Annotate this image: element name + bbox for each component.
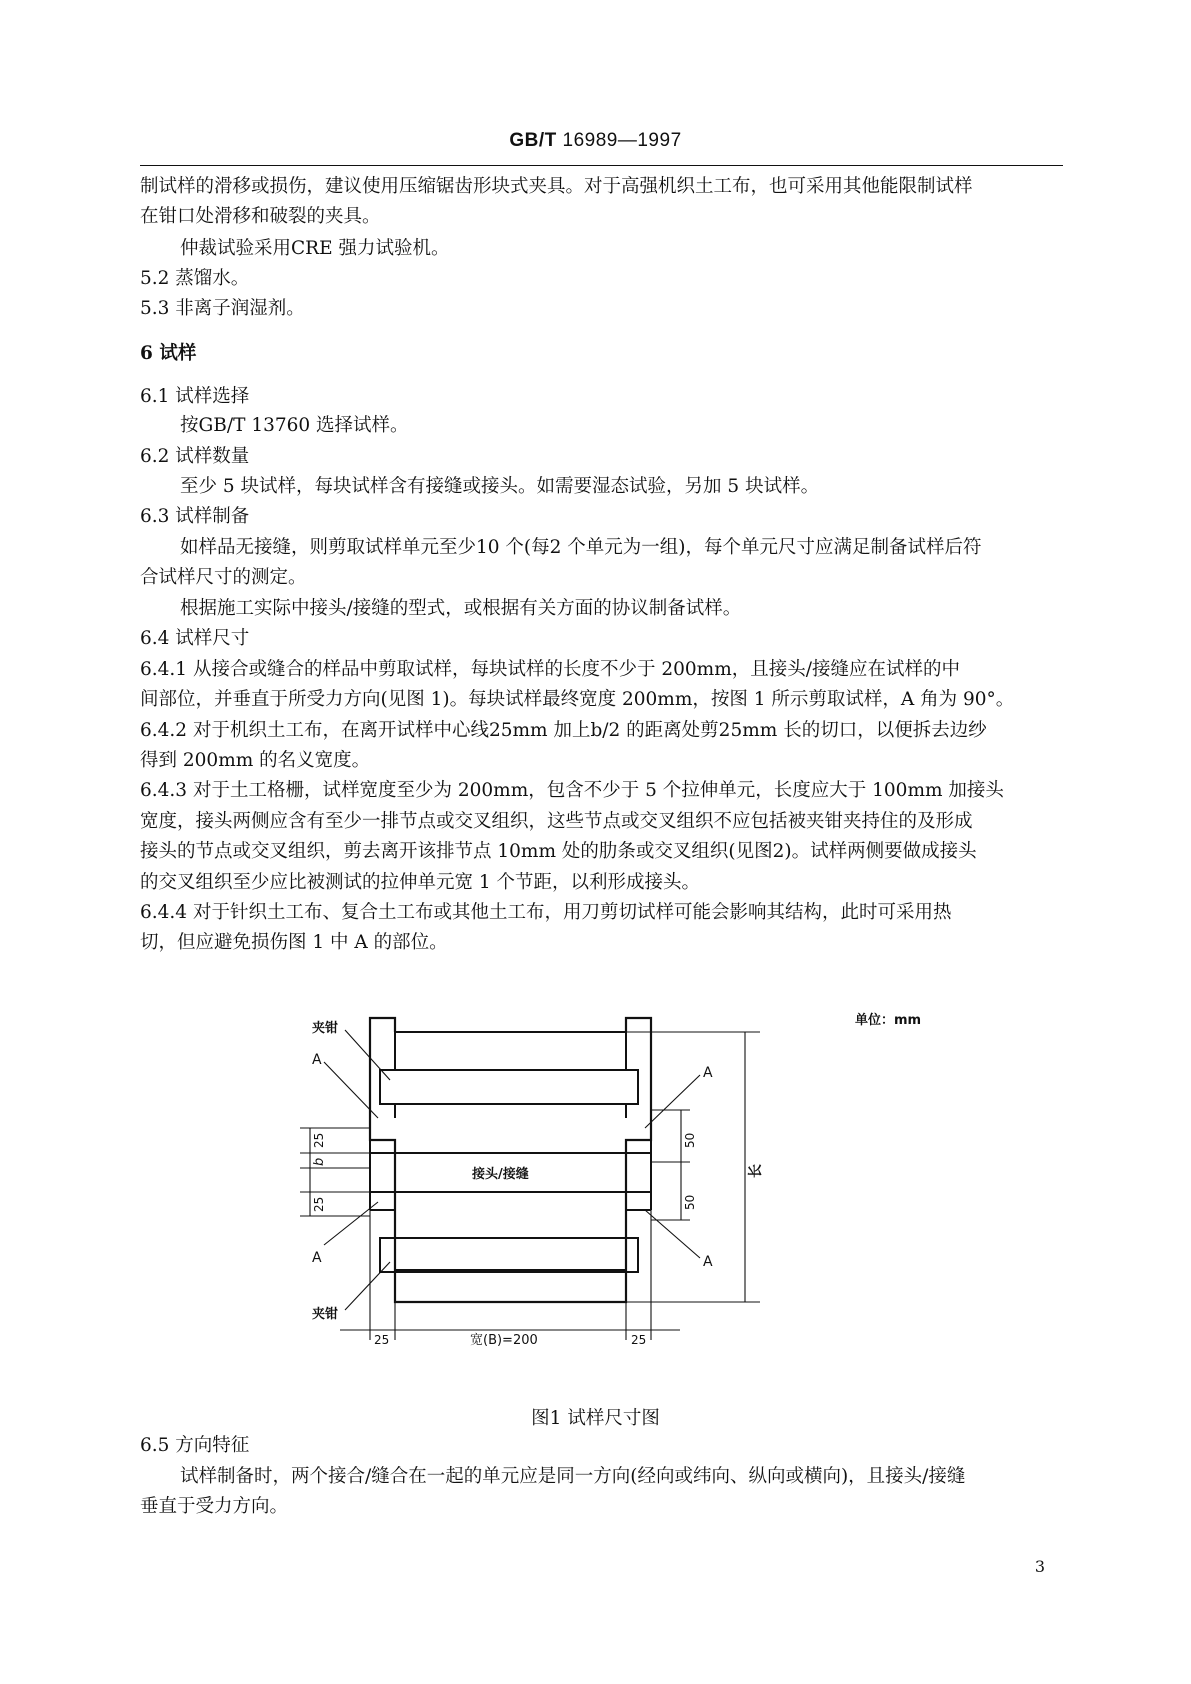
text-line: 仲裁试验采用CRE 强力试验机。: [180, 238, 450, 259]
text-line: 按GB/T 13760 选择试样。: [180, 415, 409, 436]
clause-6-4-4: 6.4.4 对于针织土工布、复合土工布或其他土工布，用刀剪切试样可能会影响其结构，此时可采用热: [140, 902, 952, 923]
length-label: 长: [748, 1164, 764, 1178]
text-line: 垂直于受力方向。: [140, 1496, 289, 1517]
text-line: 宽度，接头两侧应含有至少一排节点或交叉组织，这些节点或交叉组织不应包括被夹钳夹持住的及形成: [140, 811, 973, 832]
text-line: 合试样尺寸的测定。: [140, 567, 307, 588]
clause-6-4-1: 6.4.1 从接合或缝合的样品中剪取试样，每块试样的长度不少于 200mm，且接头/接缝应在试样的中: [140, 659, 960, 680]
width-label: 宽(B)=200: [470, 1333, 538, 1348]
clamp-label-top: 夹钳: [312, 1021, 339, 1036]
angle-a-label: A: [312, 1250, 322, 1266]
page-number: 3: [1034, 1557, 1045, 1576]
text-line: 如样品无接缝，则剪取试样单元至少10 个(每2 个单元为一组)，每个单元尺寸应满足制备试样后符: [180, 537, 982, 558]
text-line: 试样制备时，两个接合/缝合在一起的单元应是同一方向(经向或纬向、纵向或横向)，且接头/接缝: [180, 1466, 966, 1487]
section-6-title: 6 试样: [140, 343, 197, 364]
text-line: 制试样的滑移或损伤，建议使用压缩锯齿形块式夹具。对于高强机织土工布，也可采用其他能限制试样: [140, 176, 973, 197]
dim-25-left: 25: [374, 1333, 390, 1347]
angle-a-label: A: [703, 1065, 713, 1081]
angle-a-label: A: [703, 1254, 713, 1270]
text-line: 根据施工实际中接头/接缝的型式，或根据有关方面的协议制备试样。: [180, 598, 742, 619]
clause-6-4: 6.4 试样尺寸: [140, 628, 250, 649]
dim-50-upper: 50: [683, 1132, 697, 1148]
angle-a-label: A: [312, 1052, 322, 1068]
text-line: 至少 5 块试样，每块试样含有接缝或接头。如需要湿态试验，另加 5 块试样。: [180, 476, 820, 497]
unit-label: 单位：mm: [855, 1013, 922, 1028]
dim-25-upper: 25: [312, 1132, 326, 1148]
clause-6-2: 6.2 试样数量: [140, 446, 250, 467]
clause-5-3: 5.3 非离子润湿剂。: [140, 298, 305, 319]
text-line: 在钳口处滑移和破裂的夹具。: [140, 206, 381, 227]
clamp-label-bottom: 夹钳: [312, 1307, 339, 1322]
dim-25-lower: 25: [312, 1196, 326, 1212]
dim-50-lower: 50: [683, 1194, 697, 1210]
clause-6-1: 6.1 试样选择: [140, 386, 250, 407]
clause-6-4-2: 6.4.2 对于机织土工布，在离开试样中心线25mm 加上b/2 的距离处剪25mm 长的切口，以便拆去边纱: [140, 720, 987, 741]
clause-6-3: 6.3 试样制备: [140, 506, 250, 527]
figure-caption: 图1 试样尺寸图: [531, 1408, 660, 1429]
text-line: 的交叉组织至少应比被测试的拉伸单元宽 1 个节距，以利形成接头。: [140, 872, 701, 893]
dim-b: b: [312, 1157, 327, 1166]
standard-prefix: GB/T: [509, 130, 557, 151]
text-line: 接头的节点或交叉组织，剪去离开该排节点 10mm 处的肋条或交叉组织(见图2)。试样两侧要做成接头: [140, 841, 977, 862]
text-line: 间部位，并垂直于所受力方向(见图 1)。每块试样最终宽度 200mm，按图 1 所示剪取试样，A 角为 90°。: [140, 689, 1015, 710]
standard-number: 16989—1997: [562, 130, 682, 151]
seam-label: 接头/接缝: [472, 1167, 529, 1182]
clause-6-5: 6.5 方向特征: [140, 1435, 250, 1456]
text-line: 切，但应避免损伤图 1 中 A 的部位。: [140, 932, 448, 953]
clause-6-4-3: 6.4.3 对于土工格栅，试样宽度至少为 200mm，包含不少于 5 个拉伸单元，长度应大于 100mm 加接头: [140, 780, 1004, 801]
dim-25-right: 25: [631, 1333, 647, 1347]
text-line: 得到 200mm 的名义宽度。: [140, 750, 371, 771]
clause-5-2: 5.2 蒸馏水。: [140, 268, 250, 289]
